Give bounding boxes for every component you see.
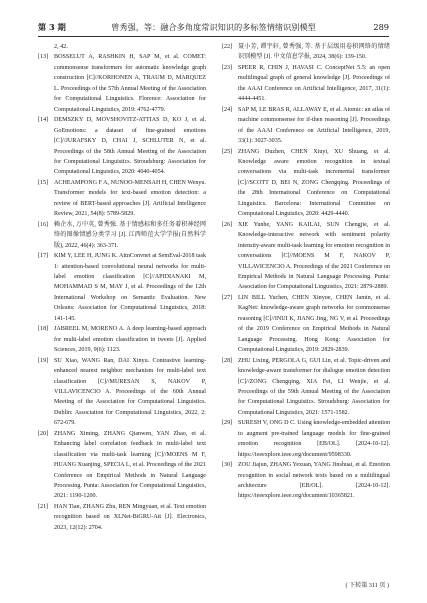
reference-text: DEMSZKY D, MOVSHOVITZ-ATTIAS D, KO J, et al. GoEmotions: a dataset of fine-grained emotions [C]//JURAFSKY D, CHAI J, SCHLUTER N, et al. Proceedings of the 58th Annual Meeting of the Association for Computational Linguistics. Stroudsburg: Association for Computational Linguistics, 2020: 4040-4054. <box>54 117 206 176</box>
reference-text: ZHU Lixing, PERGOLA G, GUI Lin, et al. Topic-driven and knowledge-aware transformer for dialogue emotion detection [C]//ZONG Chengqing, XIA Fei, LI Wenjie, et al. Proceedings of the 59th Annual Meeting of the Association for Computational Linguistics. Stroudsburg: Association for Computational Linguistics, 2021: 1571-1582. <box>238 357 390 416</box>
reference-entry <box>38 251 206 324</box>
reference-text: HAN Tian, ZHANG Zhu, REN Mingyuan, et al. Text emotion recognition based on XLNet-BiGRU-Att [J]. Electronics, 2023, 12(12): 2704. <box>54 503 206 531</box>
reference-text: ZOU Jiajun, ZHANG Yexuan, YANG Jinshuai, et al. Emotion recognition in social network texts based on a multilingual architecture [EB/OL]. [2024-10-12]. https://ieeexplore.ieee.org/document/10365821. <box>238 462 390 500</box>
reference-text: 赖企水, 万中英, 曾秀强. 基于情感标和多任务着积神经网络的图像情感分类学习 [J]. 江西师范大学学报(自然科学版), 2022, 46(4): 363-371. <box>54 221 206 249</box>
reference-entry <box>38 356 206 429</box>
reference-number: [15] <box>38 179 49 186</box>
reference-entry <box>222 356 390 419</box>
reference-number: [19] <box>38 357 49 364</box>
reference-number: [18] <box>38 326 49 333</box>
reference-entry <box>38 429 206 502</box>
continued-note: ( 下转第 311 页 ) <box>345 583 389 589</box>
reference-number: [23] <box>222 64 233 71</box>
reference-number: [29] <box>222 420 233 427</box>
reference-text: SURESH V, ONG D C. Using knowledge-embedded attention to augment pre-trained language models for fine-grained emotion recognition [EB/OL]. [2024-10-12]. https://ieeexplore.ieee.org/document/9598330. <box>238 420 390 458</box>
reference-number: [13] <box>38 54 49 61</box>
reference-text: SU Xiao, WANG Ran, DAI Xinyu. Contrastive learning-enhanced nearest neighbor mechanism for multi-label text classification [C]//MURESAN S, NAKOV P, VILLAVICENCIO A. Proceedings of the 60th Annual Meeting of the Association for Computational Linguistics. Dublin: Association for Computational Linguistics, 2022, 2: 672-679. <box>54 357 206 427</box>
reference-entry <box>222 418 390 460</box>
reference-entry <box>38 42 206 52</box>
reference-number: [22] <box>222 44 233 50</box>
reference-entry <box>222 147 390 220</box>
reference-number: [21] <box>38 503 49 510</box>
reference-text: ZHANG Ximing, ZHANG Qianwen, YAN Zhao, et al. Enhancing label correlation feedback in multi-label text classification via multi-task learning [C]//MOENS M F, HUANG Xuanjing, SPECIA L, et al. Proceedings of the 2021 Conference on Empirical Methods in Natural Language Processing. Punta: Association for Computational Linguistics, 2021: 1190-1200. <box>54 430 206 500</box>
reference-entry <box>222 63 390 105</box>
running-header <box>38 22 389 37</box>
issue-number: 第 3 期 <box>38 22 66 32</box>
reference-entry <box>38 220 206 251</box>
reference-number: [14] <box>38 117 49 124</box>
reference-number: [24] <box>222 106 233 113</box>
reference-entry <box>38 115 206 178</box>
reference-text: SPEER R, CHIN J, HAVASI C. ConceptNet 5.5: an open multilingual graph of general knowledge [J]. Proceedings of the AAAI Conference on Artificial Intelligence, 2017, 31(1): 4444-4451. <box>238 64 390 103</box>
reference-text: LIN BILL Yuchen, CHEN Xinyue, CHEN Jamin, et al. KagNet: knowledge-aware graph networks for commonsense reasoning [C]//INUI K, JIANG Jing, NG V, et al. Proceedings of the 2019 Conference on Empirical Methods in Natural Language Processing. Hong Kong: Association for Computational Linguistics, 2019: 2829-2839. <box>238 294 390 354</box>
reference-entry <box>38 52 206 115</box>
reference-column-right <box>222 42 390 502</box>
reference-number: [28] <box>222 357 233 364</box>
reference-text: ACHEAMPONG F A, NUNOO-MENSAH H, CHEN Wenyu. Transformer models for text-based emotion detection: a review of BERT-based approaches [J]. Artificial Intelligence Review, 2021, 54(8): 5789-5829. <box>54 179 206 218</box>
reference-text: ZHANG Duzhen, CHEN Xiuyi, XU Shuang, et al. Knowledge aware emotion recognition in textual conversations via multi-task incremental transformer [C]//SCOTT D, BEI N, ZONG Chengqing. Proceedings of the 28th International Conference on Computational Linguistics. Barcelona: International Committee on Computational Linguistics, 2020: 4429-4440. <box>238 148 390 218</box>
running-title: 曾秀强，等：融合多角度常识知识的多标签情绪识别模型 <box>111 22 316 32</box>
reference-text: 2, 42. <box>54 44 68 50</box>
reference-entry <box>222 105 390 147</box>
reference-entry <box>222 220 390 293</box>
reference-number: [30] <box>222 462 233 469</box>
reference-number: [16] <box>38 221 49 228</box>
reference-number: [26] <box>222 221 233 228</box>
reference-entry <box>222 42 390 63</box>
reference-text: KIM Y, LEE H, JUNG K. AttnConvnet at SemEval-2018 task 1: attention-based convolutional neural networks for multi-label emotion classification [C]//APIDIANAKI M, MOHAMMAD S M, MAY J, et al. Proceedings of the 12th International Workshop on Semantic Evaluation. New Orleans: Association for Computational Linguistics, 2018: 141-145. <box>54 253 206 322</box>
reference-text: 聂小芳, 谭宇轩, 曾秀强, 等. 基于层级用卷积网络的情绪识别模型 [J]. 中文信息学报, 2024, 38(6): 139-150. <box>238 44 390 61</box>
reference-entry <box>38 178 206 220</box>
reference-entry <box>222 293 390 356</box>
reference-text: SAP M, LE BRAS R, ALLAWAY E, et al. Atomic: an atlas of machine commonsense for if-then reasoning [J]. Proceedings of the AAAI Conference on Artificial Intelligence, 2019, 33(1): 3027-3035. <box>238 106 390 145</box>
reference-text: XIE Yunhe, YANG KAILAI, SUN Chengjie, et al. Knowledge-interactive network with sentiment polarity intensity-aware multi-task learning for emotion recognition in conversations [C]//MOENS M F, NAKOV P, VILLAVICENCIO A. Proceedings of the 2021 Conference on Empirical Methods in Natural Language Processing. Punta: Association for Computational Linguistics, 2021: 2879-2889. <box>238 221 390 291</box>
reference-number: [25] <box>222 148 233 155</box>
reference-entry <box>222 460 390 502</box>
reference-entry <box>38 502 206 533</box>
page-number: 289 <box>373 22 389 32</box>
reference-entry <box>38 324 206 355</box>
reference-column-left <box>38 42 206 533</box>
reference-text: JABREEL M, MORENO A. A deep learning-based approach for multi-label emotion classification in tweets [J]. Applied Sciences, 2019, 9(6): 1123. <box>54 326 206 354</box>
reference-number: [17] <box>38 253 49 260</box>
reference-text: BOSSELUT A, RASHKIN H, SAP M, et al. COMET: commonsense transformers for automatic knowledge graph construction [C]//KORHONEN A, TRAUM D, MARQUEZ L. Proceedings of the 57th Annual Meeting of the Association for Computational Linguistics. Florence: Association for Computational Linguistics, 2019: 4762-4779. <box>54 54 206 113</box>
reference-number: [20] <box>38 430 49 437</box>
reference-number: [27] <box>222 294 233 301</box>
